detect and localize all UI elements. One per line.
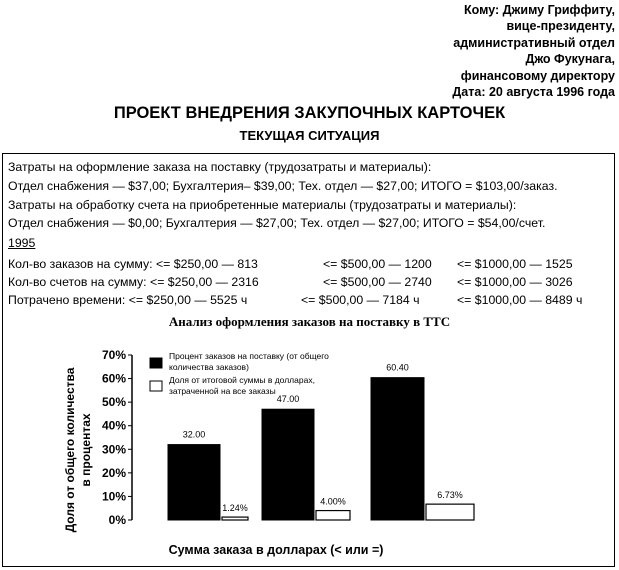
bar-value-label: 47.00	[276, 394, 300, 405]
bar-amount	[316, 511, 350, 520]
bar-orders	[168, 445, 220, 520]
y-tick-label: 70%	[101, 348, 126, 362]
legend-label: Процент заказов на поставку (от общего	[169, 351, 329, 361]
y-tick-label: 0%	[108, 513, 126, 527]
address-line: финансовому директору	[460, 68, 615, 83]
stats-row-cell: <= $500,00 — 7184 ч	[301, 293, 420, 307]
stats-row-cell: <= $1000,00 — 1525	[457, 257, 573, 271]
year-heading: 1995	[8, 236, 36, 250]
document-title: ПРОЕКТ ВНЕДРЕНИЯ ЗАКУПОЧНЫХ КАРТОЧЕК	[113, 104, 506, 122]
cost-line: Отдел снабжения — $37,00; Бухгалтерия– $39,00; Тех. отдел — $27,00; ИТОГО = $103,00/заказ.	[8, 179, 558, 193]
address-line: административный отдел	[453, 35, 615, 50]
y-tick-label: 20%	[101, 465, 126, 480]
y-tick-label: 30%	[101, 442, 126, 457]
legend-label: количества заказов)	[169, 362, 249, 372]
address-line: Джо Фукунага,	[525, 52, 615, 67]
address-line: Кому: Джиму Гриффиту,	[464, 3, 615, 17]
legend-swatch-orders	[150, 358, 162, 368]
bar-value-label: 6.73%	[437, 490, 463, 501]
y-axis-title: Доля от общего количества	[63, 367, 77, 533]
bar-orders	[371, 378, 424, 520]
bar-orders	[262, 409, 314, 520]
stats-row-label: Кол-во счетов на сумму: <= $250,00 — 2316	[8, 275, 259, 289]
legend-swatch-amount	[150, 381, 162, 391]
x-axis-title: Сумма заказа в долларах (< или =)	[168, 543, 384, 557]
stats-row-cell: <= $500,00 — 1200	[323, 257, 432, 271]
stats-row-cell: <= $1000,00 — 3026	[457, 275, 573, 289]
stats-row-cell: <= $1000,00 — 8489 ч	[457, 293, 583, 307]
legend-label: Доля от итоговой суммы в долларах,	[169, 375, 315, 385]
y-tick-label: 40%	[101, 418, 126, 433]
cost-line: Затраты на оформление заказа на поставку (трудозатраты и материалы):	[8, 160, 432, 174]
y-tick-label: 60%	[101, 371, 126, 386]
cost-line: Затраты на обработку счета на приобретенные материалы (трудозатраты и материалы):	[8, 198, 517, 212]
bar-value-label: 4.00%	[320, 496, 346, 507]
cost-line: Отдел снабжения — $0,00; Бухгалтерия — $27,00; Тех. отдел — $27,00; ИТОГО = $54,00/счет.	[8, 216, 546, 230]
chart-title: Анализ оформления заказов на поставку в ТТС	[168, 314, 451, 329]
bar-value-label: 1.24%	[222, 503, 248, 514]
stats-row-cell: <= $500,00 — 2740	[323, 275, 432, 289]
address-line: Дата: 20 августа 1996 года	[452, 85, 615, 100]
bar-amount	[426, 504, 474, 520]
stats-row-label: Потрачено времени: <= $250,00 — 5525 ч	[8, 293, 248, 307]
document-subtitle: ТЕКУЩАЯ СИТУАЦИЯ	[239, 128, 380, 143]
bar-amount	[222, 517, 248, 520]
bar-value-label: 60.40	[386, 362, 409, 373]
legend-label: затраченной на все заказы	[169, 386, 276, 396]
y-tick-label: 50%	[101, 395, 126, 410]
y-tick-label: 10%	[101, 489, 126, 504]
y-axis-title: в процентах	[79, 413, 93, 487]
bar-value-label: 32.00	[182, 429, 206, 440]
address-line: вице-президенту,	[506, 19, 615, 34]
stats-row-label: Кол-во заказов на сумму: <= $250,00 — 813	[8, 257, 258, 271]
